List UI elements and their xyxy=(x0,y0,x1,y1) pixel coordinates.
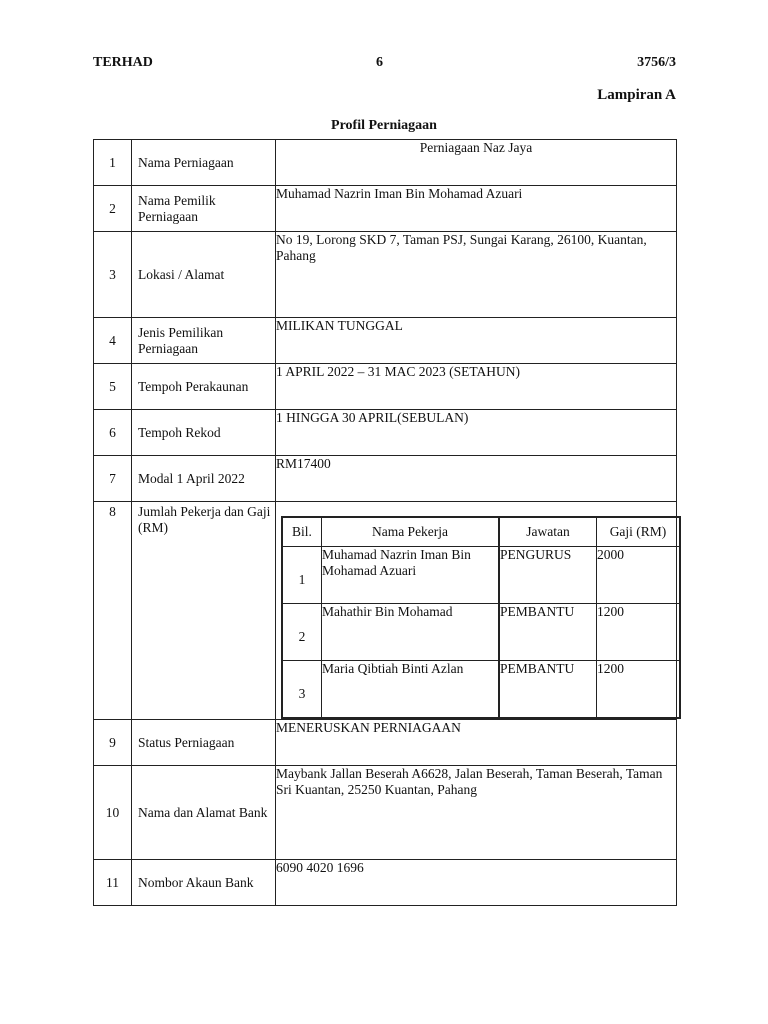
page-title: Profil Perniagaan xyxy=(331,118,437,133)
table-row xyxy=(94,140,677,186)
row-label: Tempoh Perakaunan xyxy=(132,364,276,410)
employee-gaji: 1200 xyxy=(597,661,681,719)
row-number: 9 xyxy=(94,720,132,766)
row-value: No 19, Lorong SKD 7, Taman PSJ, Sungai Karang, 26100, Kuantan, Pahang xyxy=(276,232,677,318)
row-label: Modal 1 April 2022 xyxy=(132,456,276,502)
row-label: Tempoh Rekod xyxy=(132,410,276,456)
row-label: Nombor Akaun Bank xyxy=(132,860,276,906)
employee-name: Mahathir Bin Mohamad xyxy=(322,604,500,661)
employee-bil: 1 xyxy=(282,547,322,604)
employees-table xyxy=(281,516,681,719)
row-number: 2 xyxy=(94,186,132,232)
row-number: 3 xyxy=(94,232,132,318)
row-label: Nama Perniagaan xyxy=(132,140,276,186)
row-number: 5 xyxy=(94,364,132,410)
row-value: 6090 4020 1696 xyxy=(276,860,677,906)
page-number: 6 xyxy=(376,55,383,70)
employee-jawatan: PENGURUS xyxy=(499,547,597,604)
table-row xyxy=(94,410,677,456)
row-value: Muhamad Nazrin Iman Bin Mohamad Azuari xyxy=(276,186,677,232)
table-row xyxy=(94,364,677,410)
header-terhad: TERHAD xyxy=(93,55,153,70)
table-row xyxy=(94,860,677,906)
row-number: 10 xyxy=(94,766,132,860)
row-value: 1 HINGGA 30 APRIL(SEBULAN) xyxy=(276,410,677,456)
header-nama-pekerja: Nama Pekerja xyxy=(322,517,500,547)
row-value: MILIKAN TUNGGAL xyxy=(276,318,677,364)
row-label: Lokasi / Alamat xyxy=(132,232,276,318)
row-label: Jumlah Pekerja dan Gaji (RM) xyxy=(132,502,276,720)
employees-cell xyxy=(276,502,677,720)
row-number: 7 xyxy=(94,456,132,502)
profile-table xyxy=(93,139,677,906)
table-row xyxy=(94,456,677,502)
table-row xyxy=(94,232,677,318)
header-bil: Bil. xyxy=(282,517,322,547)
employee-row xyxy=(282,661,680,719)
row-label: Nama dan Alamat Bank xyxy=(132,766,276,860)
table-row xyxy=(94,502,677,720)
employee-row xyxy=(282,604,680,661)
row-value: RM17400 xyxy=(276,456,677,502)
employees-header-row xyxy=(282,517,680,547)
lampiran-label: Lampiran A xyxy=(597,87,676,103)
row-value: 1 APRIL 2022 – 31 MAC 2023 (SETAHUN) xyxy=(276,364,677,410)
header-gaji: Gaji (RM) xyxy=(597,517,681,547)
row-number: 6 xyxy=(94,410,132,456)
row-value: Perniagaan Naz Jaya xyxy=(276,140,677,186)
table-row xyxy=(94,186,677,232)
row-label: Jenis Pemilikan Perniagaan xyxy=(132,318,276,364)
row-number: 1 xyxy=(94,140,132,186)
employee-bil: 2 xyxy=(282,604,322,661)
row-number: 4 xyxy=(94,318,132,364)
table-row xyxy=(94,766,677,860)
document-code: 3756/3 xyxy=(637,55,676,70)
employee-jawatan: PEMBANTU xyxy=(499,661,597,719)
employee-name: Muhamad Nazrin Iman Bin Mohamad Azuari xyxy=(322,547,500,604)
employee-gaji: 2000 xyxy=(597,547,681,604)
employee-gaji: 1200 xyxy=(597,604,681,661)
row-value: Maybank Jallan Beserah A6628, Jalan Beserah, Taman Beserah, Taman Sri Kuantan, 25250 Kuantan, Pahang xyxy=(276,766,677,860)
table-row xyxy=(94,318,677,364)
row-number: 8 xyxy=(94,502,132,720)
employee-name: Maria Qibtiah Binti Azlan xyxy=(322,661,500,719)
row-number: 11 xyxy=(94,860,132,906)
row-label: Nama Pemilik Perniagaan xyxy=(132,186,276,232)
employee-jawatan: PEMBANTU xyxy=(499,604,597,661)
table-row xyxy=(94,720,677,766)
header-jawatan: Jawatan xyxy=(499,517,597,547)
row-value: MENERUSKAN PERNIAGAAN xyxy=(276,720,677,766)
row-label: Status Perniagaan xyxy=(132,720,276,766)
employee-bil: 3 xyxy=(282,661,322,719)
employee-row xyxy=(282,547,680,604)
